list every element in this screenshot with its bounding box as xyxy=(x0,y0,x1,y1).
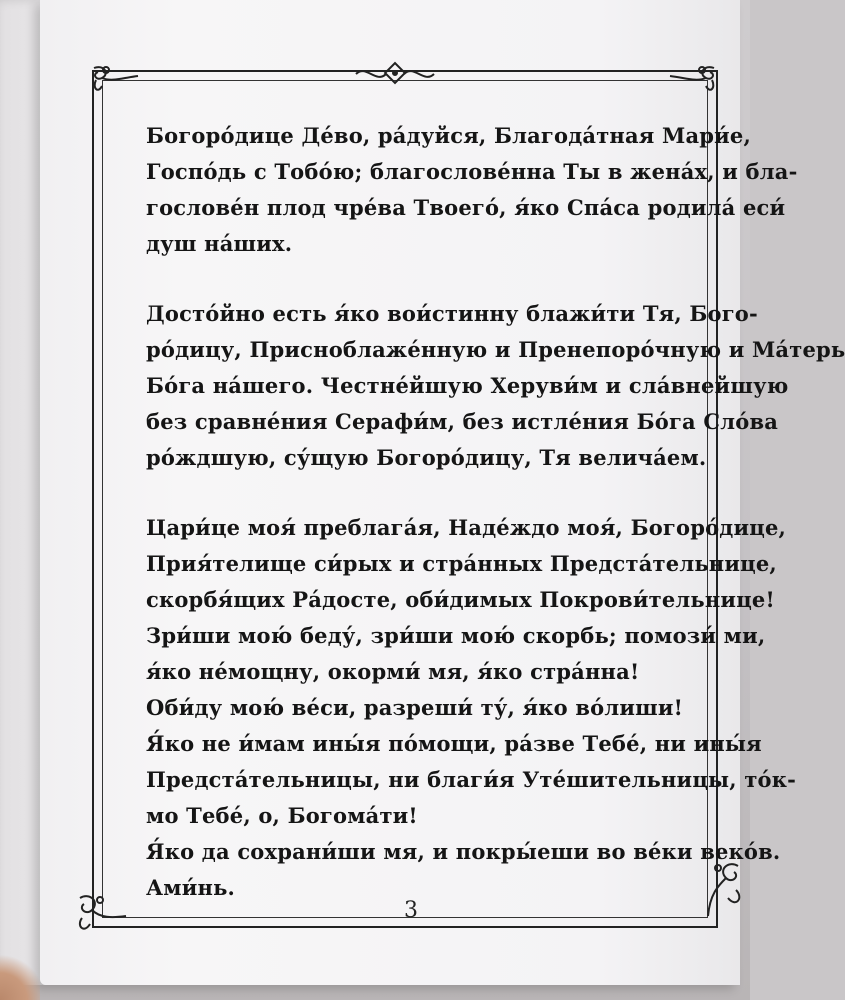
corner-ornament-top-left-icon xyxy=(88,62,144,102)
text-line: Бо́га на́шего. Честне́йшую Херуви́м и сла́внейшую xyxy=(146,373,789,398)
text-line: гослове́н плод чре́ва Твоего́, я́ко Спа́са родила́ еси́ xyxy=(146,195,786,220)
text-line: ро́дицу, Присноблаже́нную и Пренепоро́чную и Ма́терь xyxy=(146,337,845,362)
text-line: мо Тебе́, о, Богома́ти! xyxy=(146,803,418,828)
finger-shadow xyxy=(0,955,40,1000)
prayer-paragraph-3 xyxy=(118,510,797,906)
text-line: Я́ко да сохрани́ши мя, и покры́еши во ве́ки веко́в. xyxy=(146,839,781,864)
prayer-paragraph-1 xyxy=(118,118,798,262)
text-line: я́ко не́мощну, окорми́ мя, я́ко стра́нна! xyxy=(146,659,640,684)
prayer-paragraph-2 xyxy=(118,296,845,476)
text-line: Я́ко не и́мам ины́я по́мощи, ра́зве Тебе́, ни ины́я xyxy=(146,731,762,756)
text-line: Предста́тельницы, ни благи́я Уте́шительницы, то́к- xyxy=(146,767,797,792)
text-line: Досто́йно есть я́ко вои́стинну блажи́ти Тя, Бого- xyxy=(146,301,758,326)
text-line: Цари́це моя́ преблага́я, Наде́ждо моя́, Богоро́дице, xyxy=(146,515,787,540)
prayer-text xyxy=(118,118,845,940)
text-line: Прия́телище си́рых и стра́нных Предста́тельнице, xyxy=(146,551,777,576)
text-line: Богоро́дице Де́во, ра́дуйся, Благода́тная Мари́е, xyxy=(146,123,751,148)
text-line: без сравне́ния Серафи́м, без истле́ния Бо́га Сло́ва xyxy=(146,409,779,434)
text-line: скорбя́щих Ра́досте, оби́димых Покрови́тельнице! xyxy=(146,587,775,612)
page-number: 3 xyxy=(404,898,418,923)
text-line: Ами́нь. xyxy=(146,875,236,900)
text-line: Оби́ду мою́ ве́си, разреши́ ту́, я́ко во́лиши! xyxy=(146,695,684,720)
corner-ornament-top-right-icon xyxy=(664,62,720,102)
text-line: Зри́ши мою́ беду́, зри́ши мою́ скорбь; помози́ ми, xyxy=(146,623,766,648)
text-line: ро́ждшую, су́щую Богоро́дицу, Тя велича́ем. xyxy=(146,445,707,470)
text-line: Госпо́дь с Тобо́ю; благослове́нна Ты в жена́х, и бла- xyxy=(146,159,798,184)
top-center-ornament-icon xyxy=(352,60,438,88)
text-line: душ на́ших. xyxy=(146,231,293,256)
